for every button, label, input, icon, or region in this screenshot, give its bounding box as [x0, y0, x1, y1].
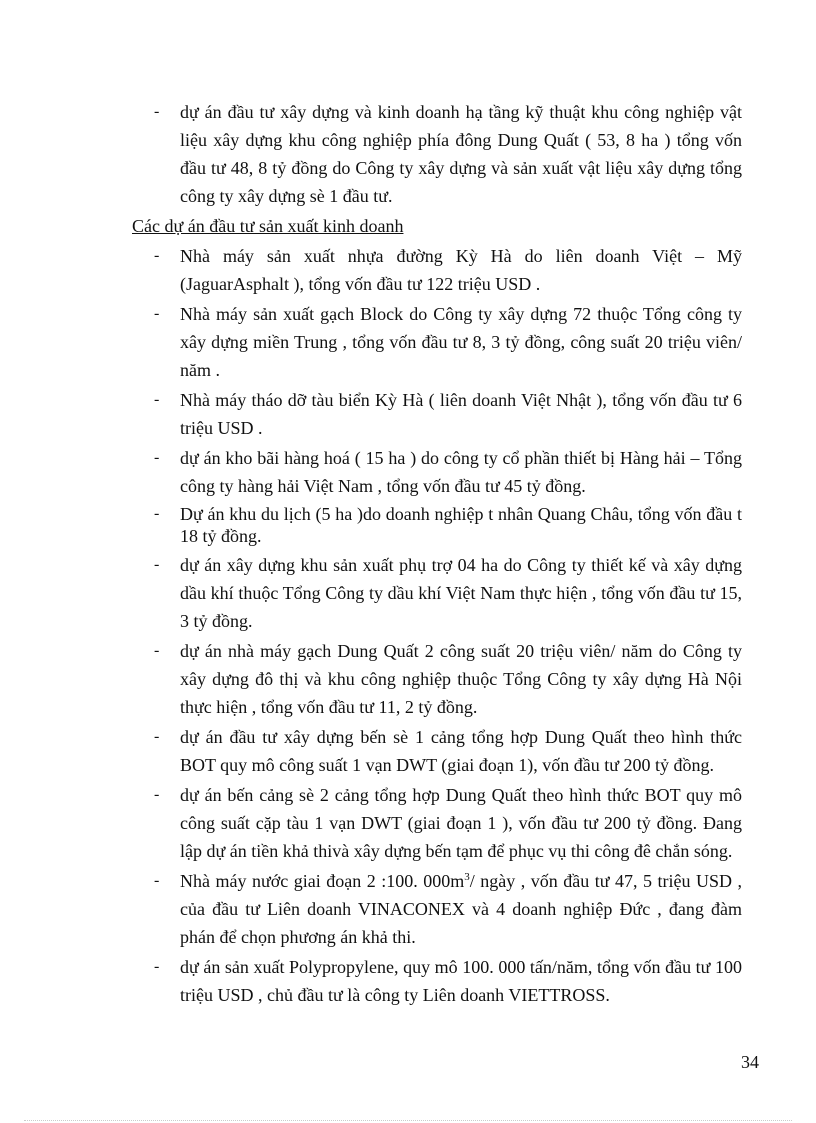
list-item [132, 723, 742, 779]
list-item [132, 551, 742, 635]
bullet-marker: - [154, 305, 160, 322]
list-item-text: Nhà máy tháo dỡ tàu biển Kỳ Hà ( liên doanh Việt Nhật ), tổng vốn đầu tư 6 triệu USD . [180, 390, 742, 438]
list-item-text: dự án sản xuất Polypropylene, quy mô 100. 000 tấn/năm, tổng vốn đầu tư 100 triệu USD , chủ đầu tư là công ty Liên doanh VIETTROSS. [180, 957, 742, 1005]
bullet-marker: - [154, 786, 160, 803]
list-item-text: dự án đầu tư xây dựng bến sè 1 cảng tổng hợp Dung Quất theo hình thức BOT quy mô công suất 1 vạn DWT (giai đoạn 1), vốn đầu tư 200 tỷ đồng. [180, 727, 742, 775]
list-item [132, 953, 742, 1009]
bullet-marker: - [154, 556, 160, 573]
bullet-marker: - [154, 449, 160, 466]
superscript: 3 [464, 871, 470, 883]
bullet-marker: - [154, 872, 160, 889]
list-item-text [180, 871, 742, 947]
list-item [132, 503, 742, 547]
list-item-text: dự án xây dựng khu sản xuất phụ trợ 04 ha do Công ty thiết kế và xây dựng dầu khí thuộc Tổng Công ty dầu khí Việt Nam thực hiện , tổng vốn đầu tư 15, 3 tỷ đồng. [180, 555, 742, 631]
page-bottom-divider [24, 1120, 792, 1121]
list-item-text-start: Nhà máy nước giai đoạn 2 :100. 000m [180, 871, 465, 891]
list-item-text: Nhà máy sản xuất gạch Block do Công ty xây dựng 72 thuộc Tổng công ty xây dựng miền Trung , tổng vốn đầu tư 8, 3 tỷ đồng, công suất 20 triệu viên/ năm . [180, 304, 742, 380]
document-body [132, 98, 742, 1011]
list-item-text-end: / ngày , vốn đầu tư 47, 5 triệu USD , của đầu tư Liên doanh VINACONEX và 4 doanh nghiệp Đức , đang đàm phán để chọn phương án khả thi. [180, 871, 742, 947]
list-item [132, 781, 742, 865]
list-item-text: dự án nhà máy gạch Dung Quất 2 công suất 20 triệu viên/ năm do Công ty xây dựng đô thị và khu công nghiệp thuộc Tổng Công ty xây dựng Hà Nội thực hiện , tổng vốn đầu tư 11, 2 tỷ đồng. [180, 641, 742, 717]
list-item-text: Dự án khu du lịch (5 ha )do doanh nghiệp t nhân Quang Châu, tổng vốn đầu t 18 tỷ đồng. [180, 504, 742, 546]
list-item-text: dự án kho bãi hàng hoá ( 15 ha ) do công ty cổ phần thiết bị Hàng hải – Tổng công ty hàng hải Việt Nam , tổng vốn đầu tư 45 tỷ đồng. [180, 448, 742, 496]
list-item [132, 386, 742, 442]
bullet-marker: - [154, 505, 160, 522]
section-heading: Các dự án đầu tư sản xuất kinh doanh [132, 216, 404, 236]
bullet-marker: - [154, 728, 160, 745]
list-item [132, 98, 742, 210]
list-item [132, 300, 742, 384]
list-item [132, 867, 742, 951]
bullet-marker: - [154, 247, 160, 264]
list-item-text: dự án bến cảng sè 2 cảng tổng hợp Dung Quất theo hình thức BOT quy mô công suất cặp tàu 1 vạn DWT (giai đoạn 1 ), vốn đầu tư 200 tỷ đồng. Đang lập dự án tiền khả thivà xây dựng bến tạm để phục vụ thi công đê chắn sóng. [180, 785, 742, 861]
list-item [132, 444, 742, 500]
list-item-text: dự án đầu tư xây dựng và kinh doanh hạ tầng kỹ thuật khu công nghiệp vật liệu xây dựng khu công nghiệp phía đông Dung Quất ( 53, 8 ha ) tổng vốn đầu tư 48, 8 tỷ đồng do Công ty xây dựng và sản xuất vật liệu xây dựng tổng công ty xây dựng sè 1 đầu tư. [180, 102, 742, 206]
bullet-marker: - [154, 958, 160, 975]
bullet-marker: - [154, 391, 160, 408]
page-number: 34 [741, 1052, 759, 1072]
bullet-marker: - [154, 103, 160, 120]
list-item-text: Nhà máy sản xuất nhựa đường Kỳ Hà do liên doanh Việt – Mỹ (JaguarAsphalt ), tổng vốn đầu tư 122 triệu USD . [180, 246, 742, 294]
list-item [132, 637, 742, 721]
list-item [132, 242, 742, 298]
bullet-marker: - [154, 642, 160, 659]
